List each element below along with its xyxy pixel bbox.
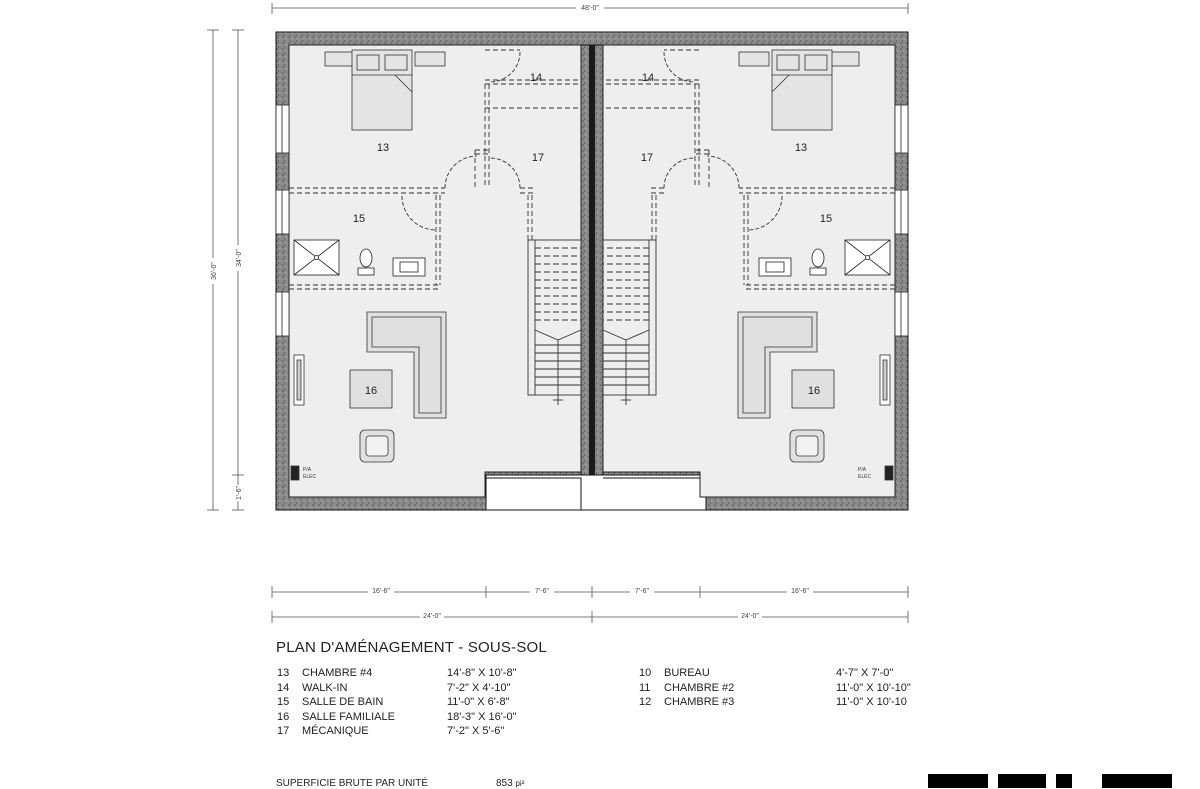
schedule-row — [277, 724, 517, 739]
schedule-row — [277, 666, 517, 681]
dim-half-2: 24'-0" — [741, 613, 759, 620]
right-room-16-label: 16 — [807, 385, 821, 397]
dim-half-1: 24'-0" — [423, 613, 441, 620]
room-schedule-right — [639, 666, 911, 710]
room-name: BUREAU — [664, 667, 710, 679]
gross-area — [276, 778, 524, 789]
right-panel-note-2: ELEC — [858, 474, 872, 480]
plan-title: PLAN D'AMÉNAGEMENT - SOUS-SOL — [276, 639, 547, 656]
room-number: 10 — [639, 667, 652, 679]
room-dims: 11'-0" X 10'-10" — [836, 681, 911, 694]
right-room-17-label: 17 — [640, 152, 654, 164]
room-number: 11 — [639, 681, 651, 694]
left-panel-note-1: P/A — [303, 467, 312, 473]
right-room-14-label: 14 — [641, 72, 655, 84]
left-room-16-label: 16 — [364, 385, 378, 397]
room-number: 14 — [277, 681, 290, 694]
overall-width-label: 48'-0" — [581, 5, 599, 12]
room-schedule-left — [277, 666, 517, 739]
room-dims: 7'-2" X 4'-10" — [447, 681, 511, 694]
room-name: CHAMBRE #3 — [664, 696, 735, 708]
gross-area-label: SUPERFICIE BRUTE PAR UNITÉ — [276, 778, 429, 789]
right-room-13-label: 13 — [794, 142, 808, 154]
left-room-15-label: 15 — [352, 213, 366, 225]
party-wall-core — [589, 45, 595, 477]
room-number: 15 — [277, 696, 290, 708]
dim-seg-4: 16'-6" — [791, 588, 809, 595]
room-number: 13 — [277, 667, 290, 679]
room-name: SALLE FAMILIALE — [302, 710, 395, 723]
schedule-row — [639, 681, 911, 696]
left-room-13-label: 13 — [376, 142, 390, 154]
left-panel-note-2: ELEC — [303, 474, 317, 480]
schedule-row — [639, 695, 911, 710]
room-dims: 7'-2" X 5'-6" — [447, 725, 505, 737]
gross-area-value: 853 — [496, 778, 513, 789]
room-number: 12 — [639, 696, 652, 708]
room-dims: 11'-0" X 6'-8" — [447, 696, 510, 708]
room-dims: 14'-8" X 10'-8" — [447, 667, 517, 679]
room-dims: 4'-7" X 7'-0" — [836, 667, 894, 679]
right-panel-note-1: P/A — [858, 467, 867, 473]
room-number: 16 — [277, 710, 290, 723]
schedule-row — [277, 695, 517, 710]
height-inner-label: 34'-0" — [236, 249, 243, 267]
brand-logo-partial-icon — [928, 772, 1172, 788]
schedule-row — [277, 710, 517, 725]
dim-seg-2: 7'-6" — [535, 588, 549, 595]
left-room-14-label: 14 — [529, 72, 543, 84]
room-name: CHAMBRE #4 — [302, 667, 373, 679]
left-room-17-label: 17 — [531, 152, 545, 164]
room-name: SALLE DE BAIN — [302, 696, 384, 708]
right-room-15-label: 15 — [819, 213, 833, 225]
gross-area-unit: pi² — [515, 779, 525, 788]
offset-label: 1'-6" — [236, 486, 243, 500]
room-number: 17 — [277, 725, 290, 737]
room-name: WALK-IN — [302, 681, 348, 694]
dim-seg-3: 7'-6" — [635, 588, 649, 595]
room-dims: 11'-0" X 10'-10 — [836, 696, 907, 708]
room-dims: 18'-3" X 16'-0" — [447, 710, 517, 723]
room-name: CHAMBRE #2 — [664, 681, 735, 694]
height-outer-label: 36'-0" — [211, 262, 218, 280]
schedule-row — [639, 666, 911, 681]
schedule-row — [277, 681, 517, 696]
dim-seg-1: 16'-6" — [372, 588, 390, 595]
room-name: MÉCANIQUE — [302, 725, 369, 737]
